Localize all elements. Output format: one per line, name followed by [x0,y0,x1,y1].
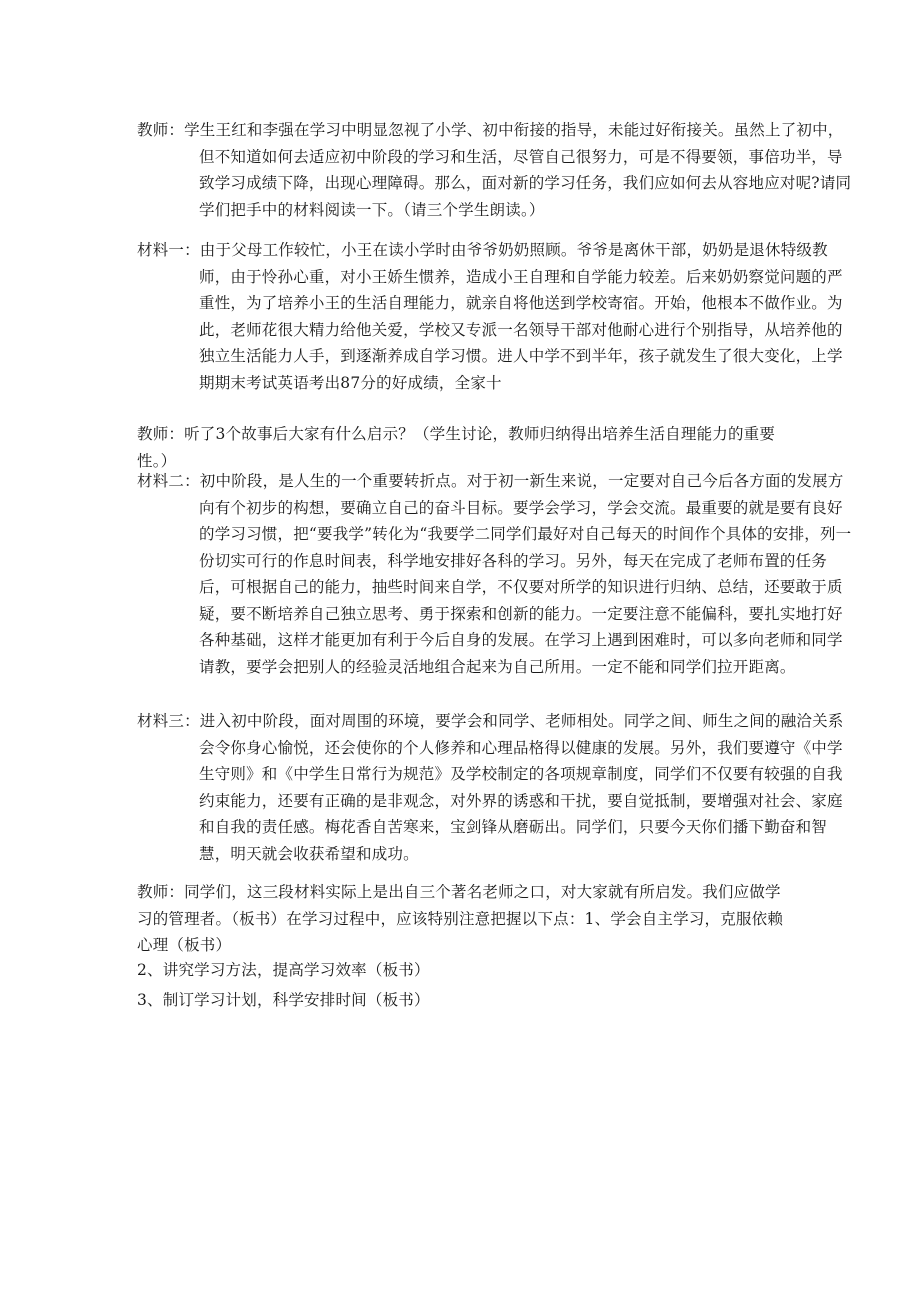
material-one-paragraph: 材料一：由于父母工作较忙，小王在读小学时由爷爷奶奶照顾。爷爷是离休干部，奶奶是退休特级教师，由于怜孙心重，对小王娇生惯养，造成小王自理和自学能力较差。后来奶奶察觉问题的严重性，为了培养小王的生活自理能力，就亲自将他送到学校寄宿。开始，他根本不做作业。为此，老师花很大精力给他关爱，学校又专派一名领导干部对他耐心进行个别指导，从培养他的独立生活能力人手，到逐渐养成自学习惯。进人中学不到半年，孩子就发生了很大变化，上学期期末考试英语考出87分的好成绩，全家十 [137,241,843,392]
teacher-summary-paragraph: 教师：同学们，这三段材料实际上是出自三个著名老师之口，对大家就有所启发。我们应做学习的管理者。（板书）在学习过程中，应该特别注意把握以下点：1、学会自主学习，克服依赖心理（板书） [137,883,784,954]
teacher-intro-paragraph: 教师：学生王红和李强在学习中明显忽视了小学、初中衔接的指导，未能过好衔接关。虽然上了初中，但不知道如何去适应初中阶段的学习和生活，尽管自己很努力，可是不得要领，事倍功半，导致学习成绩下降，出现心理障碍。那么，面对新的学习任务，我们应如何去从容地应对呢?请同学们把手中的材料阅读一下。（请三个学生朗读。） [137,121,852,219]
point-two-paragraph: 2、讲究学习方法，提高学习效率（板书） [137,961,430,979]
teacher-question-paragraph: 教师：听了3个故事后大家有什么启示？（学生讨论，教师归纳得出培养生活自理能力的重要性。） [137,425,776,470]
material-three-paragraph: 材料三：进入初中阶段，面对周围的环境，要学会和同学、老师相处。同学之间、师生之间的融洽关系会令你身心愉悦，还会使你的个人修养和心理品格得以健康的发展。另外，我们要遵守《中学生守则》和《中学生日常行为规范》及学校制定的各项规章制度，同学们不仅要有较强的自我约束能力，还要有正确的是非观念，对外界的诱惑和干扰，要自觉抵制，要增强对社会、家庭和自我的责任感。梅花香自苦寒来，宝剑锋从磨砺出。同学们，只要今天你们播下勤奋和智慧，明天就会收获希望和成功。 [137,712,844,863]
point-three-paragraph: 3、制订学习计划，科学安排时间（板书） [137,991,430,1009]
material-two-paragraph: 材料二：初中阶段，是人生的一个重要转折点。对于初一新生来说，一定要对自己今后各方面的发展方向有个初步的构想，要确立自己的奋斗目标。要学会学习，学会交流。最重要的就是要有良好的学习习惯，把“要我学”转化为“我要学二同学们最好对自己每天的时间作个具体的安排，列一份切实可行的作息时间表，科学地安排好各科的学习。另外，每天在完成了老师布置的任务后，可根据自己的能力，抽些时间来自学，不仅要对所学的知识进行归纳、总结，还要敢于质疑，要不断培养自己独立思考、勇于探索和创新的能力。一定要注意不能偏科，要扎实地打好各种基础，这样才能更加有利于今后自身的发展。在学习上遇到困难时，可以多向老师和同学请教，要学会把别人的经验灵活地组合起来为自己所用。一定不能和同学们拉开距离。 [137,472,852,676]
